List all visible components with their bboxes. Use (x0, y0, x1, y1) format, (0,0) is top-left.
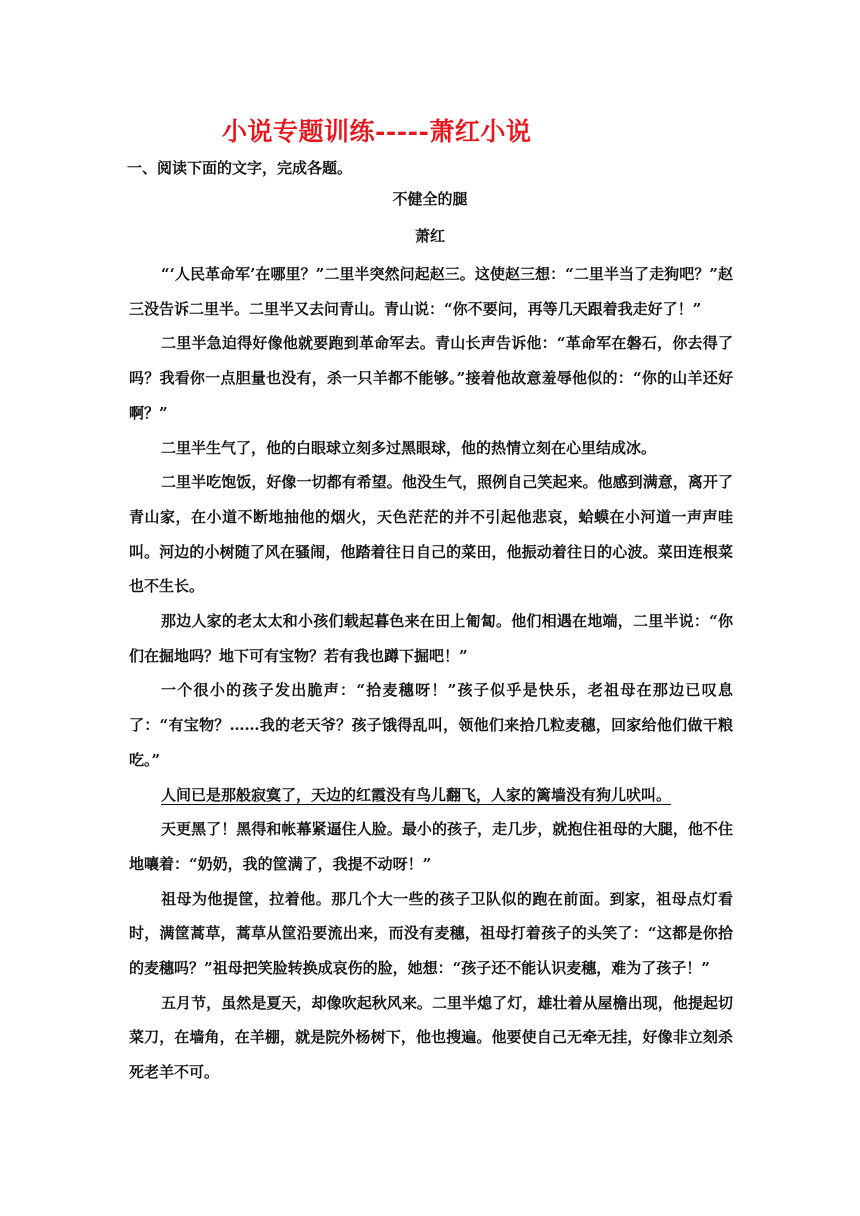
story-title: 不健全的腿 (392, 190, 468, 208)
paragraph-9: 祖母为他提筐，拉着他。那几个大一些的孩子卫队似的跑在前面。到家，祖母点灯看时，满筐蒿草，蒿草从筐沿要流出来，而没有麦穗，祖母打着孩子的头笑了：“这都是你拾的麦穗吗？”祖母把笑脸转换成哀伤的脸，她想：“孩子还不能认识麦穗，难为了孩子！” (129, 889, 733, 978)
story-author: 萧红 (414, 227, 445, 245)
paragraph-3: 二里半生气了，他的白眼球立刻多过黑眼球，他的热情立刻在心里结成冰。 (161, 438, 657, 457)
underlined-sentence: 人间已是那般寂寞了，天边的红霞没有鸟儿翻飞，人家的篱墙没有狗儿吠叫。 (161, 785, 672, 804)
paragraph-7-underlined (129, 778, 733, 813)
paragraph-4: 二里半吃饱饭，好像一切都有希望。他没生气，照例自己笑起来。他感到满意，离开了青山家，在小道不断地抽他的烟火，天色茫茫的并不引起他悲哀，蛤蟆在小河道一声声哇叫。河边的小树随了风在骚闹，他踏着往日自己的菜田，他振动着往日的心波。菜田连根菜也不生长。 (129, 473, 733, 596)
document-title: 小说专题训练-----萧红小说 (222, 117, 532, 146)
section-heading: 一、阅读下面的文字，完成各题。 (127, 159, 353, 177)
story-body (129, 257, 733, 1090)
paragraph-8: 天更黑了！黑得和帐幕紧逼住人脸。最小的孩子，走几步，就抱住祖母的大腿，他不住地嚷着：“奶奶，我的筐满了，我提不动呀！” (129, 820, 733, 873)
paragraph-1: “‘人民革命军’在哪里？”二里半突然问起赵三。这使赵三想：“二里半当了走狗吧？”赵三没告诉二里半。二里半又去问青山。青山说：“你不要问，再等几天跟着我走好了！” (129, 265, 733, 318)
paragraph-5: 那边人家的老太太和小孩们载起暮色来在田上匍匐。他们相遇在地端，二里半说：“你们在掘地吗？地下可有宝物？若有我也蹲下掘吧！” (129, 612, 733, 665)
paragraph-2: 二里半急迫得好像他就要跑到革命军去。青山长声告诉他：“革命军在磐石，你去得了吗？我看你一点胆量也没有，杀一只羊都不能够。”接着他故意羞辱他似的：“你的山羊还好啊？” (129, 334, 733, 422)
paragraph-6: 一个很小的孩子发出脆声：“拾麦穗呀！”孩子似乎是快乐，老祖母在那边已叹息了：“有宝物？……我的老天爷？孩子饿得乱叫，领他们来拾几粒麦穗，回家给他们做干粮吃。” (129, 681, 733, 769)
paragraph-10: 五月节，虽然是夏天，却像吹起秋风来。二里半熄了灯，雄壮着从屋檐出现，他提起切菜刀，在墙角，在羊棚，就是院外杨树下，他也搜遍。他要使自己无牵无挂，好像非立刻杀死老羊不可。 (129, 993, 733, 1082)
